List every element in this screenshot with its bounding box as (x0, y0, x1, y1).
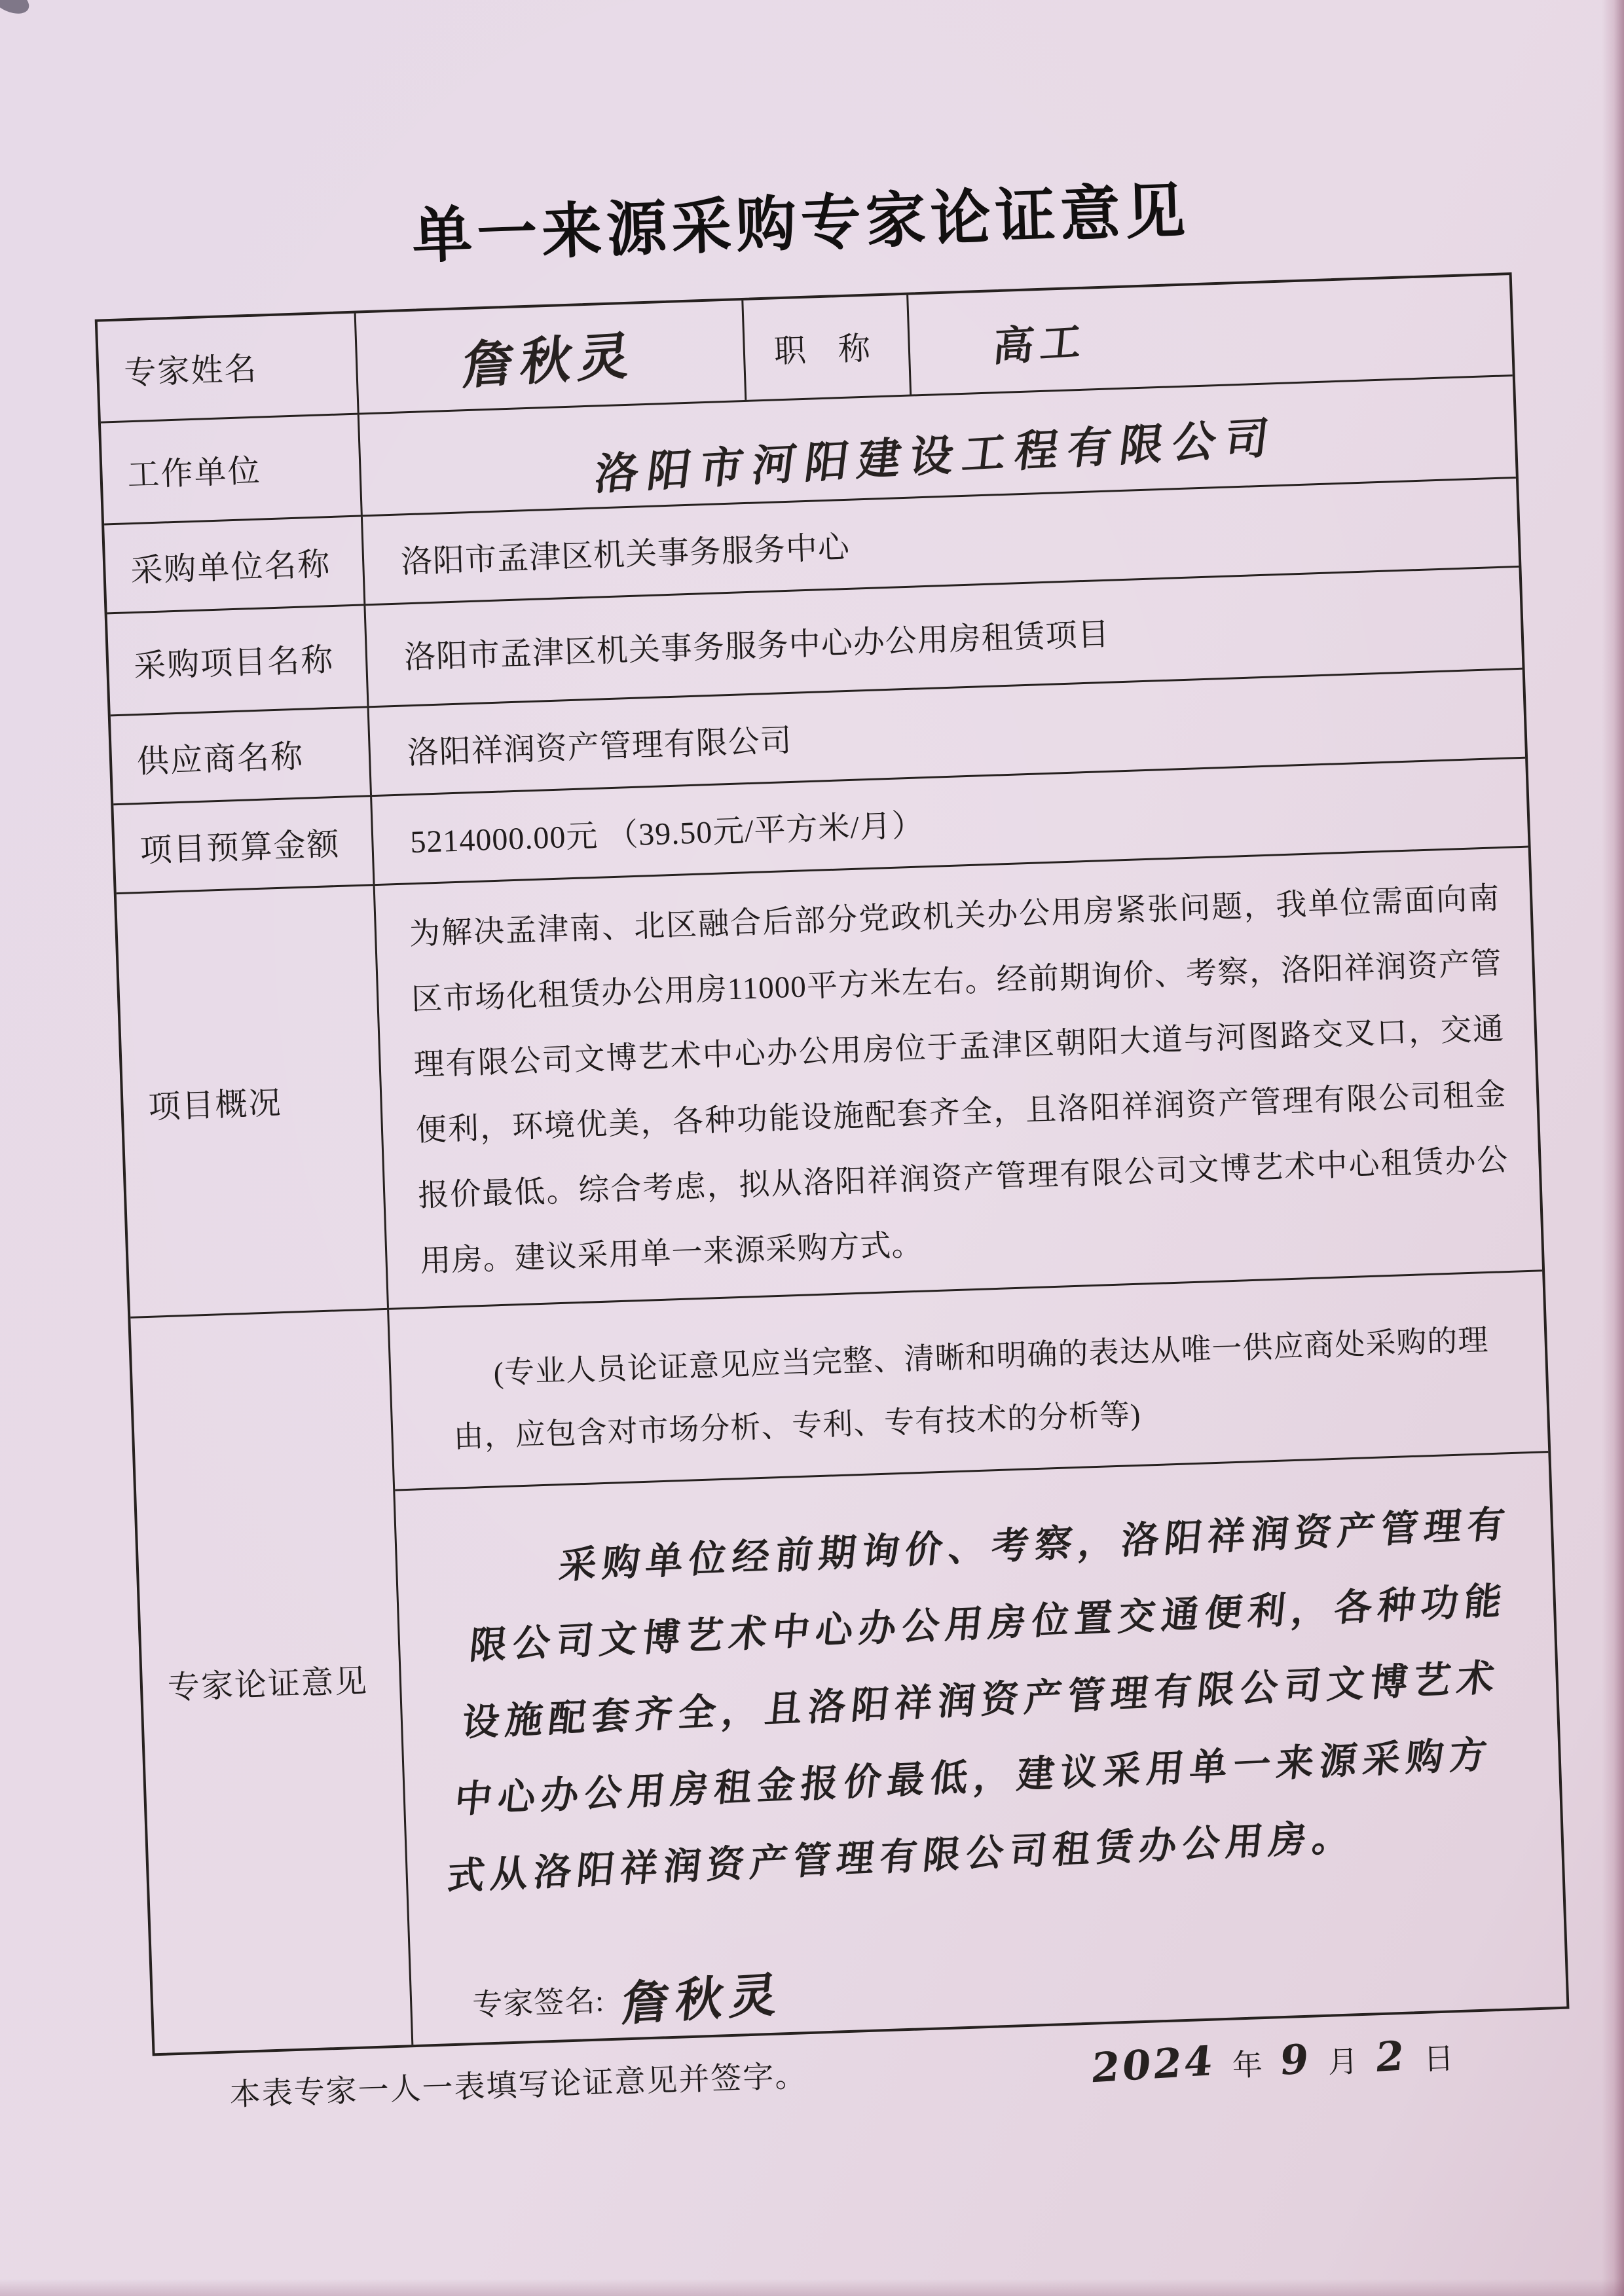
project-overview-cell (373, 848, 1542, 1308)
year-suffix: 年 (1231, 2048, 1264, 2083)
expert-opinion-cell (387, 1271, 1566, 2092)
budget-label: 项目预算金额 (139, 826, 341, 869)
signature-line (471, 1934, 1525, 2037)
scan-edge-bottom (0, 2279, 1624, 2296)
handwritten-signature: 詹秋灵 (619, 1965, 786, 2032)
project-name-label: 采购项目名称 (133, 641, 335, 684)
job-title-value-cell (906, 275, 1513, 394)
month-suffix: 月 (1327, 2045, 1359, 2079)
supplier-name-value: 洛阳祥润资产管理有限公司 (367, 670, 1525, 795)
opinion-instruction-note: (专业人员论证意见应当完整、清晰和明确的表达从唯一供应商处采购的理由，应包含对市场分析、专利、专有技术的分析等) (452, 1323, 1490, 1454)
scan-corner-smudge (0, 0, 33, 19)
purchaser-name-label: 采购单位名称 (130, 545, 332, 589)
budget-value: 5214000.00元 （39.50元/平方米/月） (370, 759, 1528, 884)
handwritten-work-unit: 洛阳市河阳建设工程有限公司 (591, 411, 1281, 500)
job-title-label: 职 称 (741, 295, 910, 400)
scan-edge-right (1602, 0, 1624, 2296)
project-overview-paragraph: 为解决孟津南、北区融合后部分党政机关办公用房紧张问题，我单位需面向南区市场化租赁办公用房11000平方米左右。经前期询价、考察，洛阳祥润资产管理有限公司文博艺术中心办公用房位于孟津区朝阳大道与河图路交叉口，交通便利，环境优美，各种功能设施配套齐全，且洛阳祥润资产管理有限公司租金报价最低。综合考虑，拟从洛阳祥润资产管理有限公司文博艺术中心租赁办公用房。建议采用单一来源采购方式。 (409, 881, 1509, 1279)
expert-name-value-cell (354, 301, 745, 413)
scanned-document-sheet (91, 152, 1572, 2117)
expert-opinion-label: 专家论证意见 (167, 1662, 369, 1705)
footer-note: 本表专家一人一表填写论证意见并签字。 (229, 2059, 808, 2113)
handwritten-expert-name: 詹秋灵 (460, 325, 640, 397)
handwritten-year: 2024 (1089, 2036, 1218, 2092)
handwritten-opinion-text: 采购单位经前期询价、考察，洛阳祥润资产管理有限公司文博艺术中心办公用房位置交通便利，各种功能设施配套齐全，且洛阳祥润资产管理有限公司文博艺术中心办公用房租金报价最低，建议采用单一来源采购方式从洛阳祥润资产管理有限公司租赁办公用房。 (445, 1501, 1513, 1899)
handwritten-month: 9 (1277, 2034, 1314, 2085)
project-name-value: 洛阳市孟津区机关事务服务中心办公用房租赁项目 (363, 568, 1522, 706)
expert-name-label: 专家姓名 (123, 350, 259, 392)
day-suffix: 日 (1423, 2041, 1455, 2076)
document-title: 单一来源采购专家论证意见 (411, 177, 1191, 270)
work-unit-label: 工作单位 (126, 452, 262, 493)
supplier-name-label: 供应商名称 (136, 738, 304, 780)
purchaser-name-value: 洛阳市孟津区机关事务服务中心 (361, 479, 1519, 604)
handwritten-day: 2 (1373, 2032, 1409, 2082)
handwritten-job-title: 高工 (991, 316, 1090, 371)
row-project-overview (117, 846, 1542, 1317)
project-overview-label: 项目概况 (147, 1084, 283, 1125)
signature-label: 专家签名: (471, 1984, 605, 2022)
